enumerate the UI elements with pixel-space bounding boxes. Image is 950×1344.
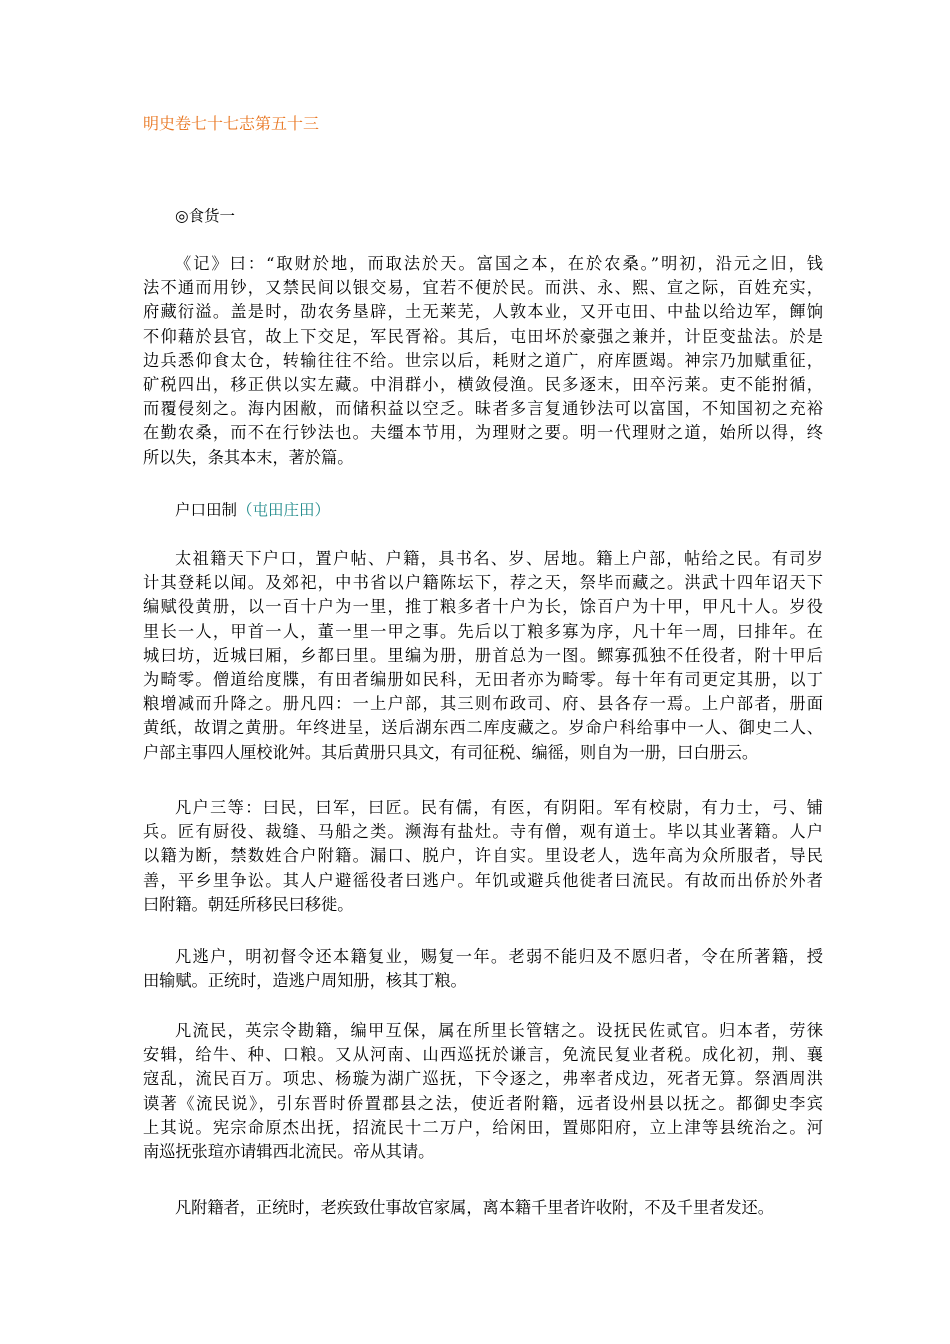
text-line: 寇乱，流民百万。项忠、杨璇为湖广巡抚，下令逐之，弗率者戍边，死者无算。祭酒周洪 <box>143 1069 823 1089</box>
text-line: 计其登耗以闻。及郊祀，中书省以户籍陈坛下，荐之天，祭毕而藏之。洪武十四年诏天下 <box>143 573 823 593</box>
text-line: 太祖籍天下户口，置户帖、户籍，具书名、岁、居地。籍上户部，帖给之民。有司岁 <box>175 549 823 568</box>
text-line: 城曰坊，近城曰厢，乡都曰里。里编为册，册首总为一图。鳏寡孤独不任役者，附十甲后 <box>143 645 823 665</box>
paragraph-taohu <box>143 945 823 993</box>
paragraph-intro <box>143 252 823 470</box>
text-line: 法不通而用钞，又禁民间以银交易，宜若不便於民。而洪、永、熙、宣之际，百姓充实， <box>143 278 823 298</box>
paragraph-liumin <box>143 1019 823 1164</box>
text-line: 兵。匠有厨役、裁缝、马船之类。濒海有盐灶。寺有僧，观有道士。毕以其业著籍。人户 <box>143 822 823 842</box>
text-line: 不仰藉於县官，故上下交足，军民胥裕。其后，屯田坏於豪强之兼并，计臣变盐法。於是 <box>143 326 823 346</box>
text-line: 粮增减而升降之。册凡四：一上户部，其三则布政司、府、县各存一焉。上户部者，册面 <box>143 694 823 714</box>
text-line: 在勤农桑，而不在行钞法也。夫缰本节用，为理财之要。明一代理财之道，始所以得，终 <box>143 423 823 443</box>
text-line: 而覆侵刻之。海内困敝，而储积益以空乏。昧者多言复通钞法可以富国，不知国初之充裕 <box>143 399 823 419</box>
text-line: 善，平乡里争讼。其人户避徭役者曰逃户。年饥或避兵他徙者曰流民。有故而出侨於外者 <box>143 870 823 890</box>
text-line: 为畸零。僧道给度牒，有田者编册如民科，无田者亦为畸零。每十年有司更定其册，以丁 <box>143 670 823 690</box>
text-line: 南巡抚张瑄亦请辑西北流民。帝从其请。 <box>143 1142 435 1162</box>
text-line: 户部主事四人厘校讹舛。其后黄册只具文，有司征税、编徭，则自为一册，曰白册云。 <box>143 742 759 762</box>
text-line: 编赋役黄册，以一百十户为一里，推丁粮多者十户为长，馀百户为十甲，甲凡十人。岁役 <box>143 597 823 617</box>
text-line: 谟著《流民说》，引东晋时侨置郡县之法，使近者附籍，远者设州县以抚之。都御史李宾 <box>143 1093 823 1113</box>
text-line: 府藏衍溢。盖是时，劭农务垦辟，土无莱芜，人敦本业，又开屯田、中盐以给边军，餫饷 <box>143 302 823 322</box>
text-line: 凡流民，英宗令勘籍，编甲互保，属在所里长管辖之。设抚民佐贰官。归本者，劳徕 <box>175 1021 823 1040</box>
text-line: 里长一人，甲首一人，董一里一甲之事。先后以丁粮多寡为序，凡十年一周，曰排年。在 <box>143 621 823 641</box>
text-line: 《记》曰：“取财於地，而取法於天。富国之本，在於农桑。”明初，沿元之旧，钱 <box>175 254 823 273</box>
text-line: 田输赋。正统时，造逃户周知册，核其丁粮。 <box>143 971 467 991</box>
paragraph-huhu-sandeng <box>143 796 823 917</box>
text-line: 安辑，给牛、种、口粮。又从河南、山西巡抚於谦言，免流民复业者税。成化初，荆、襄 <box>143 1045 823 1065</box>
text-line: 黄纸，故谓之黄册。年终进呈，送后湖东西二库庋藏之。岁命户科给事中一人、御史二人、 <box>143 718 823 738</box>
text-line: 凡逃户，明初督令还本籍复业，赐复一年。老弱不能归及不愿归者，令在所著籍，授 <box>175 947 823 966</box>
text-line: 以籍为断，禁数姓合户附籍。漏口、脱户，许自实。里设老人，选年高为众所服者，导民 <box>143 846 823 866</box>
section-heading-main: 户口田制 <box>175 501 238 519</box>
text-line: 凡户三等：曰民，曰军，曰匠。民有儒，有医，有阴阳。军有校尉，有力士，弓、铺 <box>175 798 823 817</box>
text-line: 边兵悉仰食太仓，转输往往不给。世宗以后，耗财之道广，府库匮竭。神宗乃加赋重征， <box>143 350 823 370</box>
text-line: 所以失，条其本末，著於篇。 <box>143 447 354 467</box>
section-heading-sub: （屯田庄田） <box>237 501 331 519</box>
page-title: 明史卷七十七志第五十三 <box>143 114 320 133</box>
text-line: 凡附籍者，正统时，老疾致仕事故官家属，离本籍千里者许收附，不及千里者发还。 <box>175 1198 774 1217</box>
section-heading-shihuo: ◎食货一 <box>175 207 236 225</box>
section-heading-hukou <box>175 500 330 520</box>
paragraph-fuji <box>143 1196 823 1220</box>
text-line: 矿税四出，移正供以实左藏。中涓群小，横敛侵渔。民多逐末，田卒污莱。吏不能拊循， <box>143 375 823 395</box>
text-line: 上其说。宪宗命原杰出抚，招流民十二万户，给闲田，置郧阳府，立上津等县统治之。河 <box>143 1117 823 1137</box>
paragraph-hukou <box>143 547 823 765</box>
text-line: 曰附籍。朝廷所移民曰移徙。 <box>143 894 354 914</box>
